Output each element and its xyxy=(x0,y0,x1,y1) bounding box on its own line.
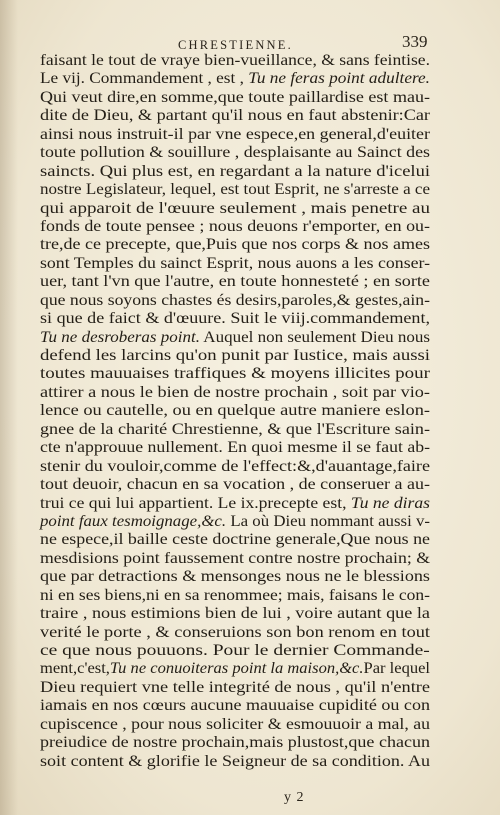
text-line xyxy=(40,310,492,328)
text-run: saincts. Qui plus est, en regardant a la nature d'icelui xyxy=(40,162,431,180)
text-run: cupiscence , pour nous soliciter & esmouuoir a mal, au xyxy=(40,715,430,733)
text-run: nostre Legislateur, lequel, est tout Esprit, ne s'arreste a ce xyxy=(40,181,431,199)
text-run: ne espece,il baille ceste doctrine generale,Que nous ne xyxy=(40,531,431,549)
text-line xyxy=(40,163,500,181)
text-run: stenir du vouloir,comme de l'effect:&,d'auantage,faire xyxy=(40,457,431,475)
text-run: si que de faict & d'œuure. Suit le viij.commandement, xyxy=(40,310,431,328)
text-line xyxy=(40,52,479,70)
text-run: ainsi nous instruit-il par vne espece,en general,d'euiter xyxy=(40,125,430,143)
text-line xyxy=(40,660,453,678)
running-head: CHRESTIENNE. xyxy=(178,38,293,52)
text-run: ni en ses biens,ni en sa renommee; mais, faisans le con- xyxy=(40,586,431,604)
text-line xyxy=(40,642,500,660)
signature-mark: y 2 xyxy=(284,790,305,805)
italic-text: point faux tesmoignage,&c. xyxy=(40,512,227,530)
text-run: toutes mauuaises traffiques & moyens illicites pour xyxy=(40,365,431,383)
text-run: Auquel non seulement Dieu nous xyxy=(199,328,430,346)
page-number: 339 xyxy=(402,32,428,51)
text-line xyxy=(40,605,494,623)
text-line xyxy=(40,181,466,199)
text-line xyxy=(40,439,483,457)
text-run: dite de Dieu, & partant qu'il nous en faut abstenir:Car xyxy=(40,107,430,125)
text-line xyxy=(40,273,494,291)
italic-text: Tu ne conuoiteras point la maison,&c. xyxy=(109,660,364,678)
text-run: toute pollution & souillure , desplaisante au Sainct des xyxy=(40,144,430,162)
text-line xyxy=(40,126,489,144)
text-run: ment,c'est, xyxy=(40,660,110,678)
text-line xyxy=(40,458,493,476)
text-run: trui ce qui lui appartient. Le ix.precepte est, xyxy=(40,494,351,512)
text-run: soit content & glorifie le Seigneur de sa condition. Au xyxy=(40,752,431,770)
text-line xyxy=(40,255,484,273)
text-line xyxy=(40,679,498,697)
text-run: mesdisions point faussement contre nostre prochain; & xyxy=(40,549,430,567)
text-line xyxy=(40,89,491,107)
text-line xyxy=(40,753,491,771)
text-line xyxy=(40,70,471,88)
text-run: attirer a nous le bien de nostre prochain , soit par vio- xyxy=(40,383,430,401)
text-run: que nous soyons chastes és desirs,paroles,& gestes,ain- xyxy=(40,291,430,309)
italic-text: Tu ne desroberas point. xyxy=(40,328,200,346)
text-line xyxy=(40,476,490,494)
text-line xyxy=(40,587,478,605)
gutter-shadow xyxy=(0,0,18,815)
text-run: preiudice de nostre prochain,mais plustost,que chacun xyxy=(40,734,431,752)
text-run: tre,de ce precepte, que,Puis que nos corps & nos ames xyxy=(40,236,430,254)
text-run: traire , nous estimions bien de lui , voire autant que la xyxy=(40,605,430,623)
text-line xyxy=(40,550,483,568)
text-line xyxy=(40,402,499,420)
text-run: cte n'approuue nullement. En quoi mesme il se faut ab- xyxy=(40,439,431,457)
text-line xyxy=(40,568,493,586)
text-line xyxy=(40,144,487,162)
text-run: iamais en nos cœurs aucune mauuaise cupidité ou con xyxy=(40,697,431,715)
text-run: Le vij. Commandement , est , xyxy=(40,70,249,88)
text-line xyxy=(40,384,496,402)
text-line xyxy=(40,697,491,715)
text-run: lence ou cautelle, ou en quelque autre maniere eslon- xyxy=(40,402,431,420)
text-run: uer, tant l'vn que l'autre, en toute honnesteté ; en sorte xyxy=(40,273,431,291)
text-line xyxy=(40,531,488,549)
text-run: defend les larcins qu'on punit par Iustice, mais aussi xyxy=(40,347,431,364)
text-line xyxy=(40,200,500,218)
text-line xyxy=(40,495,480,513)
text-line xyxy=(40,236,490,254)
text-run: Dieu requiert vne telle integrité de nous , qu'il n'entre xyxy=(40,678,431,696)
text-line xyxy=(40,329,465,347)
text-line xyxy=(40,107,495,125)
text-run: fonds de toute pensee ; nous deuons r'emporter, en ou- xyxy=(40,217,431,235)
text-run: Qui veut dire,en somme,que toute paillardise est mau- xyxy=(40,88,431,106)
text-run: Par lequel xyxy=(363,660,430,678)
text-line xyxy=(40,624,498,642)
text-line xyxy=(40,347,500,365)
text-run: faisant le tout de vraye bien-vueillance, & sans feintise. xyxy=(40,52,430,69)
italic-text: Tu ne feras point adultere. xyxy=(248,70,430,88)
text-run: gnee de la charité Chrestienne, & que l'Escriture sain- xyxy=(40,420,431,438)
text-line xyxy=(40,292,482,310)
text-line xyxy=(40,218,489,236)
text-line xyxy=(40,734,491,752)
text-run: qui apparoit de l'œuure seulement , mais penetre au xyxy=(40,199,430,217)
text-run: tout deuoir, chacun en sa vocation , de conseruer a au- xyxy=(40,476,431,494)
text-run: ce que nous pouuons. Pour le dernier Commande- xyxy=(40,642,430,659)
text-line xyxy=(40,513,461,531)
text-line xyxy=(40,716,484,734)
text-run: verité le porte , & conseruions son bon renom en tout xyxy=(40,623,431,641)
text-line xyxy=(40,421,493,439)
text-run: que par detractions & mensonges nous ne le blessions xyxy=(40,568,430,586)
text-run: La où Dieu nommant aussi v- xyxy=(226,512,430,530)
body-text xyxy=(40,52,430,771)
text-run: sont Temples du sainct Esprit, nous auons a les conser- xyxy=(40,254,430,272)
italic-text: Tu ne diras xyxy=(350,494,430,512)
text-line xyxy=(40,365,500,383)
